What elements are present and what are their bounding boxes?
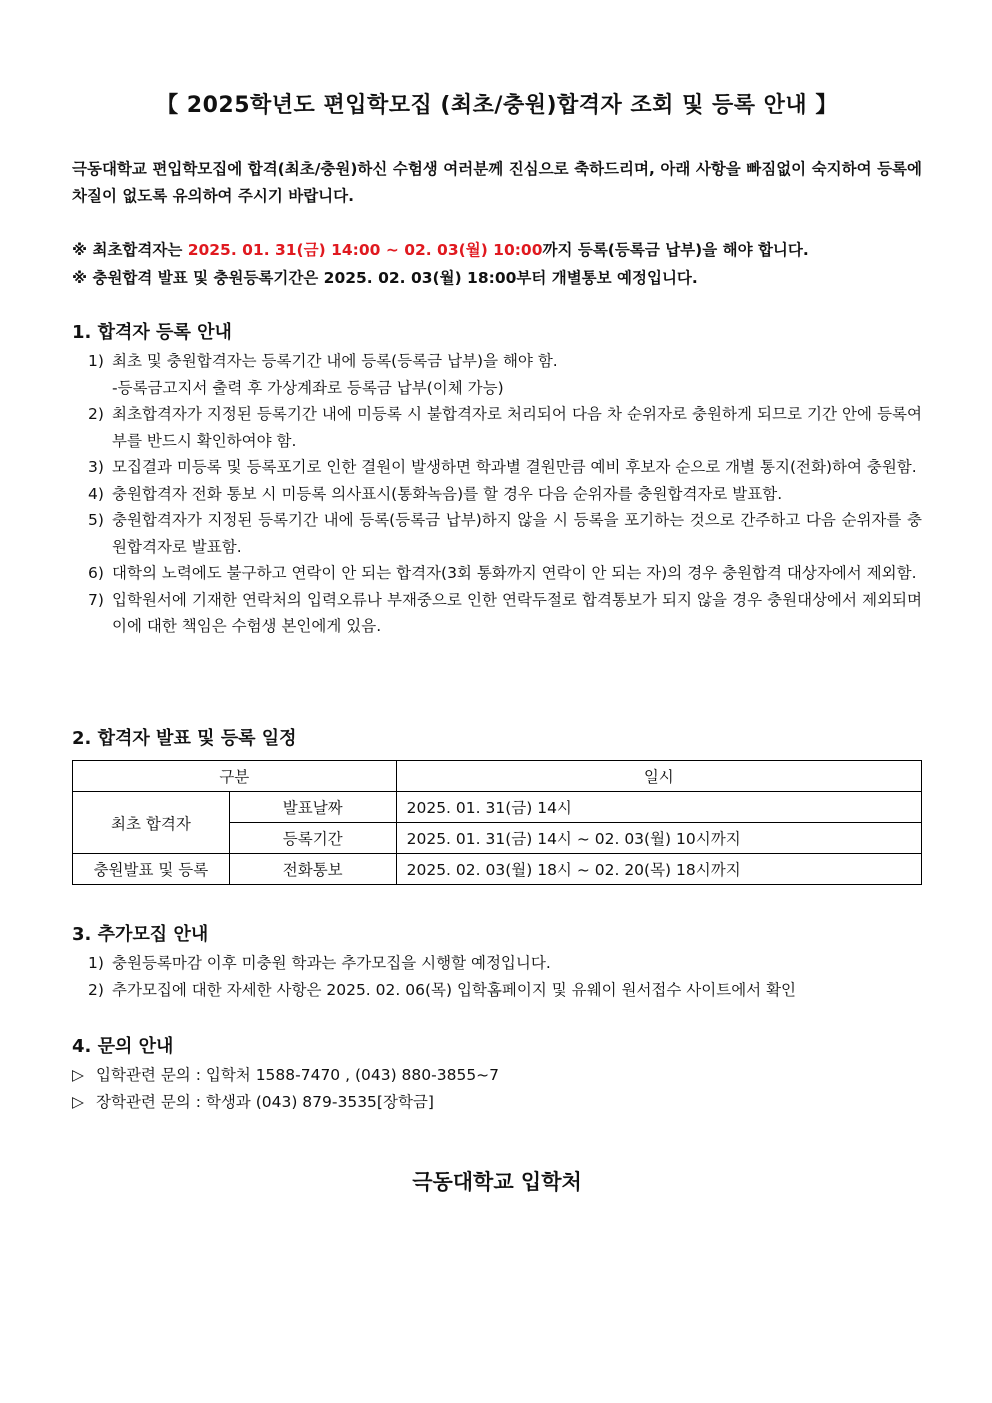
header-datetime: 일시 [396, 761, 921, 792]
issuer-signature: 극동대학교 입학처 [412, 1170, 582, 1194]
list-item [88, 348, 922, 375]
section-heading-inquiry: 4. 문의 안내 [72, 1036, 174, 1057]
additional-recruitment-list [88, 950, 922, 1003]
item-text: 충원등록마감 이후 미충원 학과는 추가모집을 시행할 예정입니다. [112, 954, 551, 972]
item-text: 최초 및 충원합격자는 등록기간 내에 등록(등록금 납부)을 해야 함. [112, 352, 558, 370]
list-item [88, 977, 922, 1004]
contact-admission [72, 1062, 499, 1089]
row-value: 2025. 01. 31(금) 14시 ~ 02. 03(월) 10시까지 [396, 823, 921, 854]
item-number: 1) [88, 352, 104, 370]
schedule-table [72, 760, 922, 885]
table-row [73, 854, 922, 885]
triangle-bullet-icon: ▷ [72, 1066, 84, 1084]
header-category: 구분 [73, 761, 397, 792]
list-item [88, 454, 922, 481]
registration-period-highlight: 2025. 01. 31(금) 14:00 ~ 02. 03(월) 10:00 [187, 241, 543, 259]
row-value: 2025. 01. 31(금) 14시 [396, 792, 921, 823]
item-subnote: -등록금고지서 출력 후 가상계좌로 등록금 납부(이체 가능) [112, 378, 504, 397]
section-heading-registration: 1. 합격자 등록 안내 [72, 322, 232, 343]
item-number: 5) [88, 511, 104, 529]
triangle-bullet-icon: ▷ [72, 1093, 84, 1111]
row-value: 2025. 02. 03(월) 18시 ~ 02. 20(목) 18시까지 [396, 854, 921, 885]
item-number: 1) [88, 954, 104, 972]
list-item [88, 481, 922, 508]
page-title: 【 2025학년도 편입학모집 (최초/충원)합격자 조회 및 등록 안내 】 [156, 93, 838, 118]
item-number: 2) [88, 980, 104, 999]
notice-prefix: ※ 최초합격자는 [72, 241, 188, 259]
contact-text: 장학관련 문의 : 학생과 (043) 879-3535[장학금] [96, 1093, 434, 1111]
list-item [88, 560, 922, 587]
registration-guide-list [88, 348, 922, 640]
item-text: 충원합격자가 지정된 등록기간 내에 등록(등록금 납부)하지 않을 시 등록을 포기하는 것으로 간주하고 다음 순위자를 충원합격자로 발표함. [112, 511, 922, 556]
list-item [88, 401, 922, 454]
item-number: 6) [88, 564, 104, 582]
first-registration-notice [72, 238, 809, 260]
group-first-admission: 최초 합격자 [73, 792, 230, 854]
item-number: 7) [88, 590, 104, 609]
row-label: 등록기간 [229, 823, 396, 854]
additional-registration-notice: ※ 충원합격 발표 및 충원등록기간은 2025. 02. 03(월) 18:00부터 개별통보 예정입니다. [72, 269, 698, 287]
table-row [73, 792, 922, 823]
item-number: 4) [88, 484, 104, 503]
item-text: 입학원서에 기재한 연락처의 입력오류나 부재중으로 인한 연락두절로 합격통보가 되지 않을 경우 충원대상에서 제외되며 이에 대한 책임은 수험생 본인에게 있음. [112, 590, 922, 635]
item-number: 2) [88, 405, 104, 423]
item-text: 모집결과 미등록 및 등록포기로 인한 결원이 발생하면 학과별 결원만큼 예비 후보자 순으로 개별 통지(전화)하여 충원함. [112, 458, 917, 476]
contact-list [72, 1062, 499, 1116]
table-header-row [73, 761, 922, 792]
notice-suffix: 까지 등록(등록금 납부)을 해야 합니다. [542, 241, 809, 259]
item-text: 대학의 노력에도 불구하고 연락이 안 되는 합격자(3회 통화까지 연락이 안 되는 자)의 경우 충원합격 대상자에서 제외함. [112, 564, 917, 582]
group-additional-admission: 충원발표 및 등록 [73, 854, 230, 885]
list-item [88, 507, 922, 560]
item-number: 3) [88, 458, 104, 476]
contact-scholarship [72, 1089, 499, 1116]
row-label: 발표날짜 [229, 792, 396, 823]
row-label: 전화통보 [229, 854, 396, 885]
list-item [88, 950, 922, 977]
section-heading-additional-recruitment: 3. 추가모집 안내 [72, 924, 209, 945]
list-item [88, 587, 922, 640]
contact-text: 입학관련 문의 : 입학처 1588-7470 , (043) 880-3855~7 [96, 1066, 500, 1084]
item-text: 최초합격자가 지정된 등록기간 내에 미등록 시 불합격자로 처리되어 다음 차 순위자로 충원하게 되므로 기간 안에 등록여부를 반드시 확인하여야 함. [112, 405, 922, 450]
item-text: 충원합격자 전화 통보 시 미등록 의사표시(통화녹음)를 할 경우 다음 순위자를 충원합격자로 발표함. [112, 484, 783, 503]
section-heading-schedule: 2. 합격자 발표 및 등록 일정 [72, 728, 297, 749]
intro-paragraph: 극동대학교 편입학모집에 합격(최초/충원)하신 수험생 여러분께 진심으로 축하드리며, 아래 사항을 빠짐없이 숙지하여 등록에 차질이 없도록 유의하여 주시기 바랍니다. [72, 160, 922, 205]
item-text: 추가모집에 대한 자세한 사항은 2025. 02. 06(목) 입학홈페이지 및 유웨이 원서접수 사이트에서 확인 [112, 980, 797, 999]
